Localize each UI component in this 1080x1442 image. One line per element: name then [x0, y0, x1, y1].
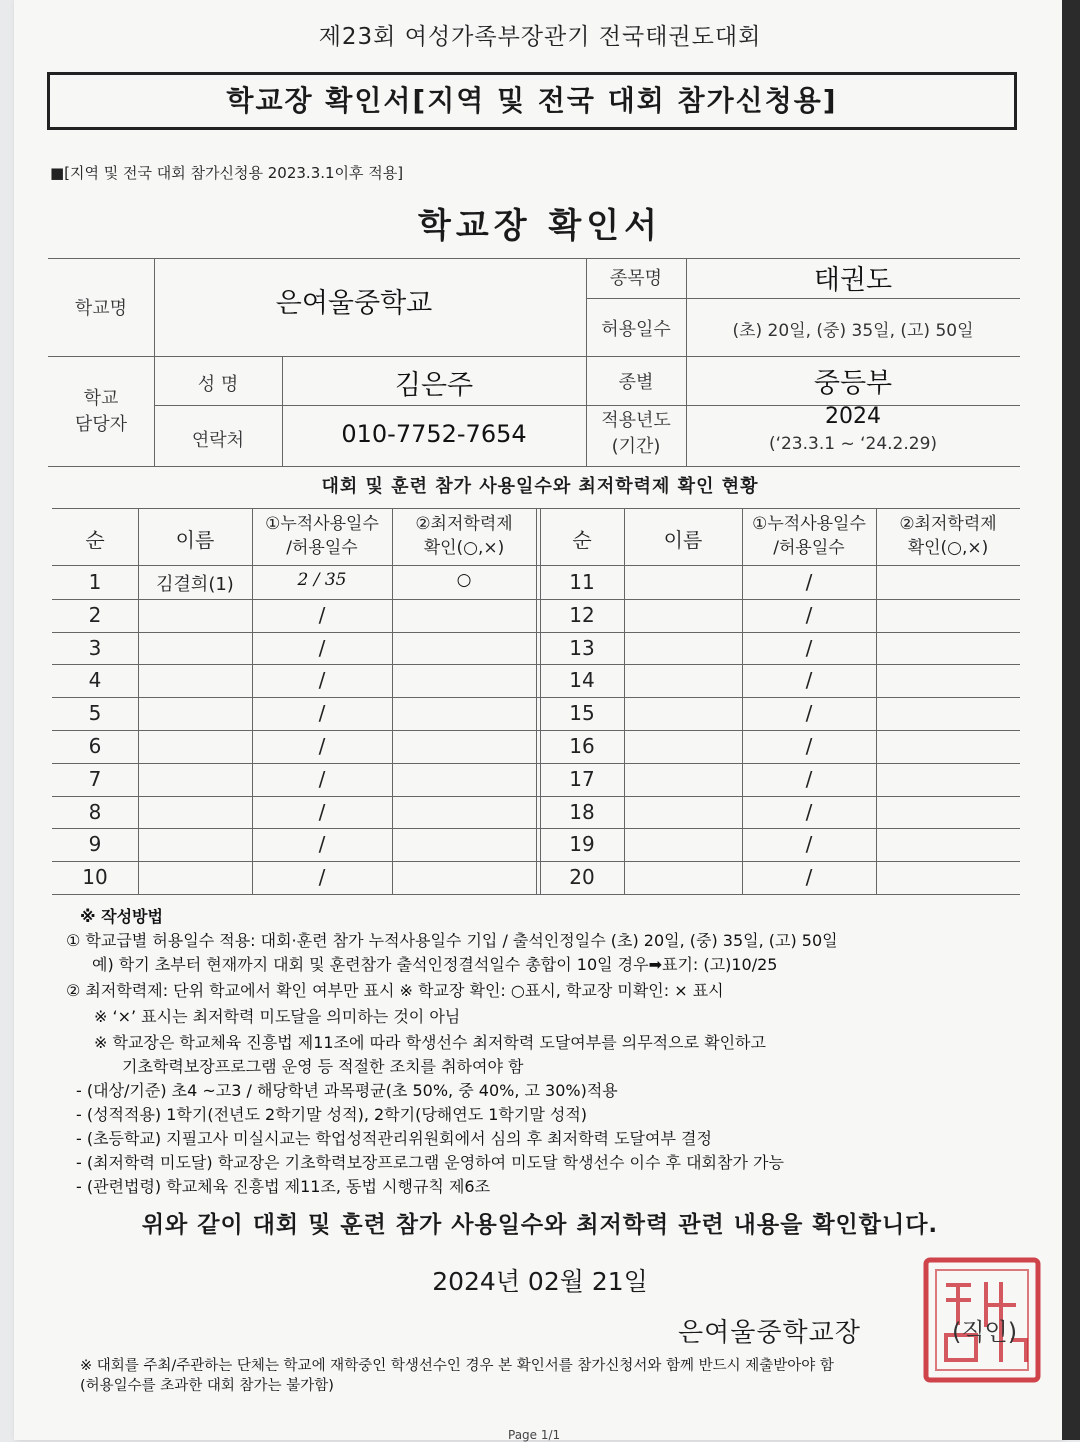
table-cell-days: / — [805, 570, 813, 594]
section-title: 대회 및 훈련 참가 사용일수와 최저학력제 확인 현황 — [321, 476, 759, 497]
instruction-line: ① 학교급별 허용일수 적용: 대회·훈련 참가 누적사용일수 기입 / 출석인정일수 (초) 20일, (중) 35일, (고) 50일 — [66, 931, 838, 950]
school-value: 은여울중학교 — [275, 288, 433, 319]
table-cell-days: 2 / 35 — [297, 570, 347, 590]
seal-label: (직인) — [952, 1318, 1018, 1346]
table-cell-no: 20 — [569, 865, 595, 890]
table-cell-no: 12 — [569, 602, 595, 627]
footnote — [80, 1356, 834, 1396]
year-value: 2024 — [825, 404, 881, 429]
instruction-line: - (대상/기준) 초4 ~고3 / 해당학년 과목평균(초 50%, 중 40%, 고 30%)적용 — [76, 1081, 618, 1100]
event-title: 제23회 여성가족부장관기 전국태권도대회 — [318, 24, 762, 50]
period-value: (‘23.3.1 ~ ‘24.2.29) — [768, 434, 938, 454]
issue-date: 2024년 02월 21일 — [432, 1267, 648, 1296]
header-no-left: 순 — [85, 528, 105, 552]
instruction-line: 예) 학기 초부터 현재까지 대회 및 훈련참가 출석인정결석일수 총합이 10일 경우➡표기: (고)10/25 — [92, 955, 778, 974]
table-cell-no: 13 — [569, 635, 595, 660]
instruction-line: 기초학력보장프로그램 운영 등 적절한 조치를 취하여야 함 — [122, 1057, 524, 1076]
sport-value: 태권도 — [813, 265, 893, 296]
banner-title: 학교장 확인서[지역 및 전국 대회 참가신청용] — [47, 72, 1017, 130]
table-cell-days: / — [318, 668, 326, 693]
table-cell-no: 7 — [88, 766, 102, 791]
table-cell-no: 3 — [88, 635, 102, 660]
table-cell-no: 2 — [88, 602, 102, 627]
instruction-line: ② 최저학력제: 단위 학교에서 확인 여부만 표시 ※ 학교장 확인: ○표시, 학교장 미확인: × 표시 — [66, 981, 724, 1000]
header-days-left: ①누적사용일수 /허용일수 — [265, 514, 379, 558]
confirm-statement: 위와 같이 대회 및 훈련 참가 사용일수와 최저학력 관련 내용을 확인합니다. — [141, 1212, 939, 1238]
header-days-right: ①누적사용일수 /허용일수 — [752, 514, 866, 558]
table-cell-no: 6 — [88, 734, 102, 758]
table-cell-days: / — [318, 799, 326, 824]
table-cell-days: / — [805, 799, 813, 824]
table-cell-check: ○ — [456, 570, 472, 590]
table-cell-no: 15 — [569, 701, 595, 726]
name-label: 성 명 — [197, 374, 239, 395]
manager-label: 학교 담당자 — [74, 388, 128, 435]
table-cell-no: 19 — [569, 832, 595, 857]
instruction-line: - (최저학력 미도달) 학교장은 기초학력보장프로그램 운영하여 미도달 학생선수 이수 후 대회참가 가능 — [76, 1153, 784, 1172]
contact-value: 010-7752-7654 — [341, 420, 527, 448]
table-cell-name: 김결희(1) — [156, 574, 234, 595]
page-number: Page 1/1 — [508, 1428, 561, 1442]
table-cell-days: / — [318, 865, 326, 890]
principal-signature: 은여울중학교장 — [678, 1318, 861, 1348]
table-cell-no: 1 — [88, 570, 102, 594]
apply-note: ■[지역 및 전국 대회 참가신청용 2023.3.1이후 적용] — [50, 164, 404, 182]
table-cell-days: / — [805, 701, 813, 726]
year-label: 적용년도 (기간) — [601, 410, 671, 457]
school-label: 학교명 — [74, 298, 128, 319]
table-cell-days: / — [805, 668, 813, 693]
table-cell-days: / — [805, 734, 813, 758]
table-cell-days: / — [805, 766, 813, 791]
table-cell-no: 16 — [569, 734, 595, 758]
table-cell-no: 17 — [569, 766, 595, 791]
table-cell-days: / — [318, 635, 326, 660]
table-cell-no: 10 — [82, 865, 108, 890]
allow-label: 허용일수 — [601, 319, 671, 340]
table-cell-days: / — [805, 832, 813, 857]
division-label: 종별 — [618, 372, 654, 393]
header-check-right: ②최저학력제 확인(○,×) — [899, 514, 997, 558]
table-cell-no: 14 — [569, 668, 595, 693]
sport-label: 종목명 — [609, 268, 663, 289]
division-value: 중등부 — [813, 368, 893, 399]
table-cell-no: 11 — [569, 570, 595, 594]
allow-value: (초) 20일, (중) 35일, (고) 50일 — [732, 321, 974, 341]
instruction-line: - (초등학교) 지필고사 미실시교는 학업성적관리위원회에서 심의 후 최저학력 도달여부 결정 — [76, 1129, 712, 1148]
footnote-line: ※ 대회를 주최/주관하는 단체는 학교에 재학중인 학생선수인 경우 본 확인서를 참가신청서와 함께 반드시 제출받아야 함 — [80, 1358, 834, 1374]
table-cell-days: / — [318, 602, 326, 627]
instruction-line: ※ ‘×’ 표시는 최저학력 미도달을 의미하는 것이 아님 — [94, 1007, 461, 1026]
table-cell-days: / — [805, 602, 813, 627]
footnote-line: (허용일수를 초과한 대회 참가는 불가함) — [80, 1378, 334, 1394]
table-cell-days: / — [318, 832, 326, 857]
header-no-right: 순 — [572, 528, 592, 552]
header-name-right: 이름 — [663, 528, 703, 552]
header-check-left: ②최저학력제 확인(○,×) — [415, 514, 513, 558]
instruction-line: - (관련법령) 학교체육 진흥법 제11조, 동법 시행규칙 제6조 — [76, 1177, 491, 1196]
header-name-left: 이름 — [175, 528, 215, 552]
table-cell-no: 18 — [569, 799, 595, 824]
table-cell-days: / — [805, 865, 813, 890]
table-cell-no: 9 — [88, 832, 102, 857]
table-cell-days: / — [318, 701, 326, 726]
doc-title: 학교장 확인서 — [418, 206, 662, 246]
table-cell-no: 4 — [88, 668, 102, 693]
contact-label: 연락처 — [191, 430, 245, 451]
instruction-line: - (성적적용) 1학기(전년도 2학기말 성적), 2학기(당해연도 1학기말 성적) — [76, 1105, 588, 1124]
table-cell-days: / — [318, 766, 326, 791]
table-cell-no: 8 — [88, 799, 102, 824]
table-cell-days: / — [318, 734, 326, 758]
name-value: 김은주 — [394, 370, 474, 401]
instruction-heading: ※ 작성방법 — [80, 907, 163, 926]
table-cell-no: 5 — [88, 701, 102, 726]
table-cell-days: / — [805, 635, 813, 660]
instruction-line: ※ 학교장은 학교체육 진흥법 제11조에 따라 학생선수 최저학력 도달여부를 의무적으로 확인하고 — [94, 1033, 766, 1052]
